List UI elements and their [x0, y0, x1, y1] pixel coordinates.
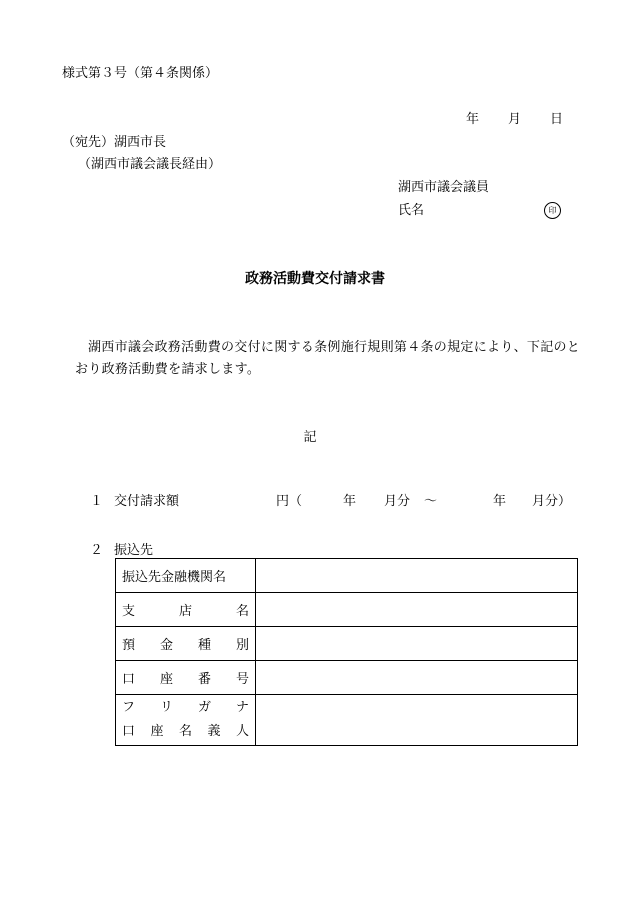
account-holder-value[interactable]	[256, 695, 578, 746]
account-number-value[interactable]	[256, 661, 578, 695]
body-text: 湖西市議会政務活動費の交付に関する条例施行規則第４条の規定により、下記のとおり政務活動費を請求します。	[75, 340, 581, 377]
item-2-transfer-dest	[90, 543, 153, 559]
bank-info-table	[115, 558, 578, 746]
deposit-type-value[interactable]	[256, 627, 578, 661]
table-row	[116, 661, 578, 695]
item-1-tilde: ～	[424, 494, 438, 509]
account-number-label	[116, 661, 256, 695]
date-month-label: 月	[508, 112, 522, 127]
document-title: 政務活動費交付請求書	[245, 271, 385, 287]
date-year-label: 年	[466, 112, 480, 127]
table-row	[116, 627, 578, 661]
name-label: 氏名	[398, 203, 425, 218]
addressee: （宛先）湖西市長	[62, 135, 167, 150]
via-chairman: （湖西市議会議長経由）	[78, 157, 222, 172]
date-day-label: 日	[550, 112, 564, 127]
item-2-number: ２	[90, 543, 104, 558]
item-1-from-year: 年	[343, 494, 357, 509]
table-row	[116, 559, 578, 593]
form-number: 様式第３号（第４条関係）	[62, 66, 219, 81]
branch-value[interactable]	[256, 593, 578, 627]
seal-mark: 印	[544, 202, 561, 219]
furigana-label: フ リ ガ ナ	[122, 700, 249, 715]
date-line	[466, 112, 563, 128]
bank-name-label	[116, 559, 256, 593]
item-1-label: 交付請求額	[114, 494, 180, 509]
item-1-number: １	[90, 494, 104, 509]
table-row	[116, 593, 578, 627]
account-holder-label-text: 口 座 名 義 人	[122, 724, 249, 739]
bank-name-label-text: 振込先金融機関名	[122, 570, 227, 585]
item-1-to-month: 月分）	[532, 494, 572, 509]
item-1-to-year: 年	[493, 494, 507, 509]
branch-label-text: 支 店 名	[122, 604, 249, 619]
account-number-label-text: 口 座 番 号	[122, 672, 249, 687]
bank-name-value[interactable]	[256, 559, 578, 593]
ki-marker: 記	[303, 430, 317, 445]
item-1-yen: 円（	[276, 494, 303, 509]
deposit-type-label-text: 預 金 種 別	[122, 638, 249, 653]
member-label: 湖西市議会議員	[398, 180, 490, 195]
item-1-from-month: 月分	[384, 494, 411, 509]
table-row	[116, 695, 578, 746]
deposit-type-label	[116, 627, 256, 661]
branch-label	[116, 593, 256, 627]
item-2-label: 振込先	[114, 543, 154, 558]
account-holder-label	[116, 695, 256, 746]
